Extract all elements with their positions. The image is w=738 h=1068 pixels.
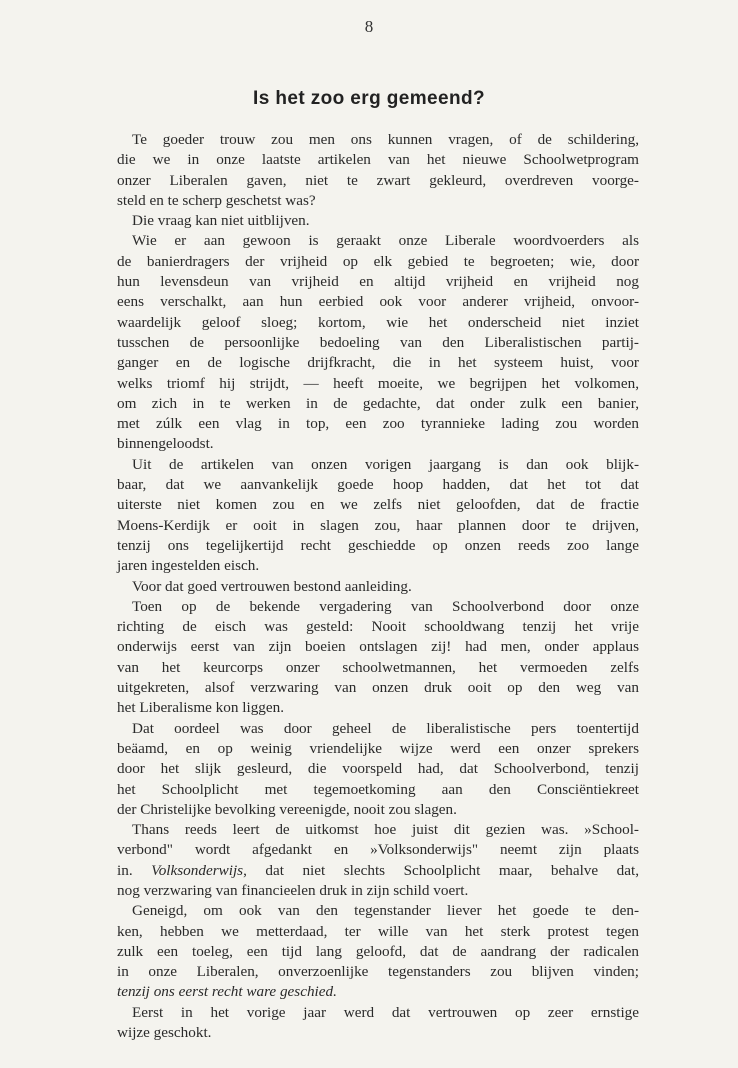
text-line: Moens-Kerdijk er ooit in slagen zou, haar plannen door te drijven, [117,516,639,534]
paragraph [117,211,639,231]
text-line: binnengeloodst. [117,435,214,453]
text-line: Toen op de bekende vergadering van Schoolverbond door onze [132,597,639,615]
text-line: richting de eisch was gesteld: Nooit schooldwang tenzij het vrije [117,618,639,636]
text-line: ganger en de logische drijfkracht, die in het systeem huist, voor [117,354,639,372]
paragraph [117,820,639,901]
paragraph [117,130,639,211]
paragraph [117,1003,639,1044]
text-line: in. Volksonderwijs, dat niet slechts Schoolplicht maar, behalve dat, [117,861,639,879]
text-line: jaren ingestelden eisch. [117,557,260,575]
text-line: hun levensdeun van vrijheid en altijd vrijheid en vrijheid nog [117,273,639,291]
text-line: Uit de artikelen van onzen vorigen jaargang is dan ook blijk- [132,455,639,473]
text-line: zulk een toeleg, een tijd lang geloofd, dat de aandrang der radicalen [117,942,639,960]
text-line: Dat oordeel was door geheel de liberalistische pers toentertijd [132,719,639,737]
text-line: onderwijs eerst van zijn boeien ontslagen zij! had men, onder applaus [117,638,639,656]
text-line: door het slijk gesleurd, die voorspeld had, dat Schoolverbond, tenzij [117,760,639,778]
text-line: Wie er aan gewoon is geraakt onze Liberale woordvoerders als [132,232,639,250]
text-line: Geneigd, om ook van den tegenstander liever het goede te den- [132,902,639,920]
paragraph [117,577,639,597]
text-line: ken, hebben we metterdaad, ter wille van het sterk protest tegen [117,922,639,940]
text-line: tenzij ons tegelijkertijd recht geschiedde op onzen reeds zoo lange [117,536,639,554]
text-line: wijze geschokt. [117,1024,212,1042]
paragraph [117,901,639,1002]
text-line: verbond" wordt afgedankt en »Volksonderwijs" neemt zijn plaats [117,841,639,859]
text-line: uitgekreten, alsof verzwaring van onzen druk ooit op den weg van [117,679,639,697]
text-line: eens verschalkt, aan hun eerbied ook voor anderer vrijheid, onvoor- [117,293,639,311]
text-line: steld en te scherp geschetst was? [117,191,316,209]
article-body [117,130,639,1043]
text-line: Te goeder trouw zou men ons kunnen vragen, of de schildering, [132,131,639,148]
text-line: die we in onze laatste artikelen van het nieuwe Schoolwetprogram [117,151,639,169]
text-line: tusschen de persoonlijke bedoeling van den Liberalistischen partij- [117,333,639,351]
text-line: om zich in te werken in de gedachte, dat onder zulk een banier, [117,394,639,412]
text-line: Voor dat goed vertrouwen bestond aanleiding. [132,577,412,595]
text-line: de banierdragers der vrijheid op elk gebied te begroeten; wie, door [117,252,639,270]
text-line: beäamd, en op weinig vriendelijke wijze werd een onzer sprekers [117,739,639,757]
text-line: Thans reeds leert de uitkomst hoe juist dit gezien was. »School- [132,821,639,839]
text-line: Die vraag kan niet uitblijven. [132,212,310,230]
text-line: baar, dat we aanvankelijk goede hoop hadden, dat het tot dat [117,476,639,494]
page-number: 8 [364,17,374,36]
text-line: met zúlk een vlag in top, een zoo tyrannieke lading zou worden [117,415,639,433]
paragraph [117,719,639,820]
text-line: onzer Liberalen gaven, niet te zwart gekleurd, overdreven voorge- [117,171,639,189]
text-line: uiterste niet komen zou en we zelfs niet geloofden, dat de fractie [117,496,639,514]
paragraph [117,231,639,454]
text-line: der Christelijke bevolking vereenigde, nooit zou slagen. [117,800,457,818]
text-line: tenzij ons eerst recht ware geschied. [117,983,337,1001]
text-line: nog verzwaring van financieelen druk in zijn schild voert. [117,881,469,899]
text-line: waardelijk geloof sloeg; kortom, wie het onderscheid niet inziet [117,313,639,331]
text-line: het Schoolplicht met tegemoetkoming aan den Consciëntiekreet [117,780,639,798]
paragraph [117,455,639,577]
text-line: Eerst in het vorige jaar werd dat vertrouwen op zeer ernstige [132,1003,639,1021]
article-title: Is het zoo erg gemeend? [253,88,485,109]
text-line: welks triomf hij strijdt, — heeft moeite, we begrijpen het volkomen, [117,374,639,392]
text-line: het Liberalisme kon liggen. [117,699,285,717]
text-line: in onze Liberalen, onverzoenlijke tegenstanders zou blijven vinden; [117,963,639,981]
paragraph [117,597,639,719]
text-line: van het keurcorps onzer schoolwetmannen, het vermoeden zelfs [117,658,639,676]
